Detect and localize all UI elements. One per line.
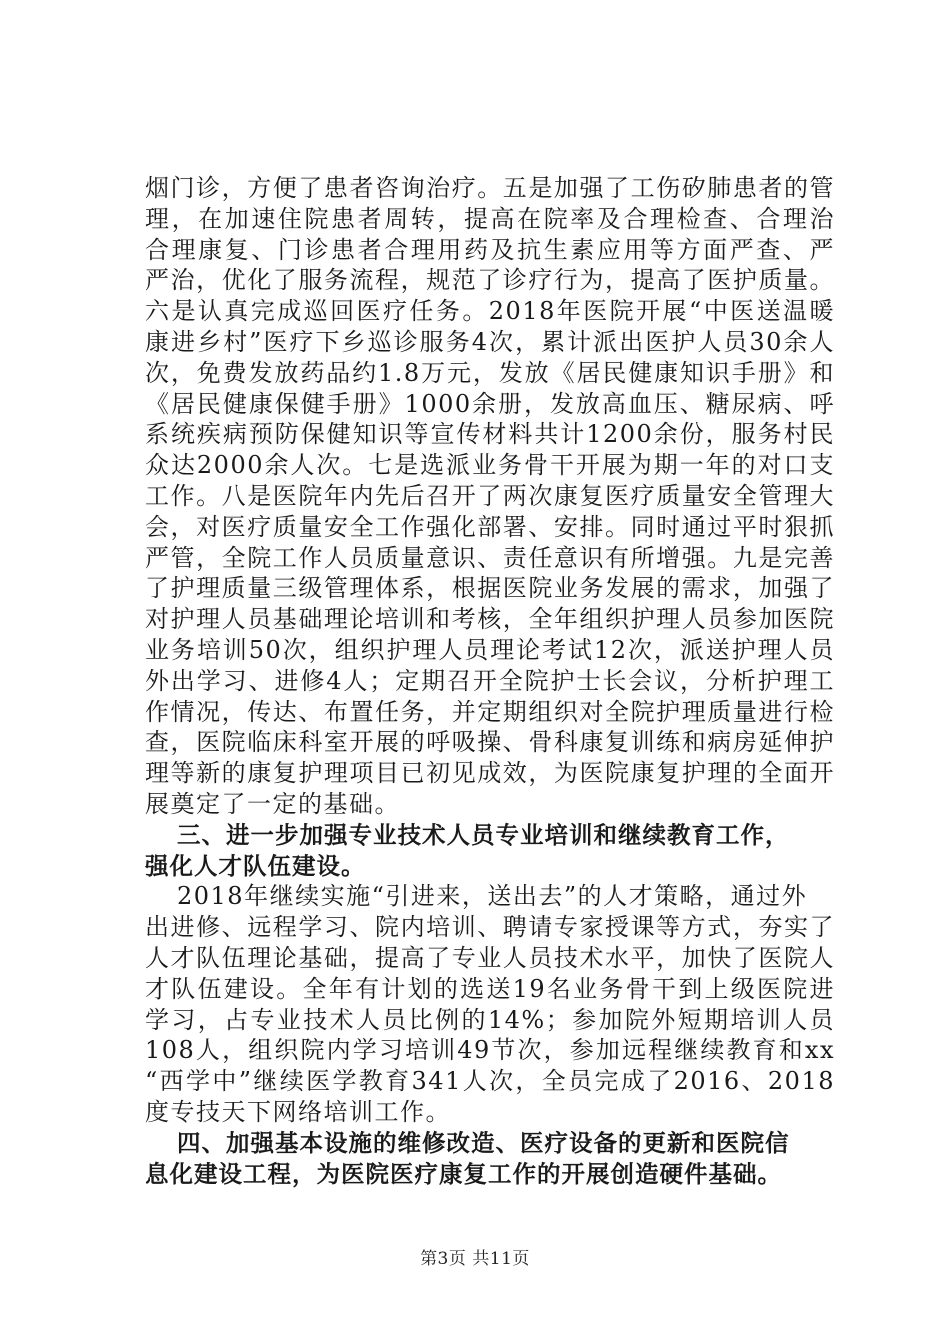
text-line: 次，免费发放药品约1.8万元，发放《居民健康知识手册》和 <box>145 358 835 387</box>
text-line: 展奠定了一定的基础。 <box>145 789 400 818</box>
text-line: 工作。八是医院年内先后召开了两次康复医疗质量安全管理大 <box>145 481 835 510</box>
document-body <box>145 173 835 1189</box>
text-line: 合理康复、门诊患者合理用药及抗生素应用等方面严查、严 <box>145 235 835 264</box>
text-line: 康进乡村”医疗下乡巡诊服务4次，累计派出医护人员30余人 <box>145 327 835 356</box>
page-number-footer: 第3页 共11页 <box>420 1249 530 1269</box>
text-line: 《居民健康保健手册》1000余册，发放高血压、糖尿病、呼 <box>145 389 835 418</box>
text-line: 学习，占专业技术人员比例的14%；参加院外短期培训人员 <box>145 1005 835 1034</box>
text-line: 业务培训50次，组织护理人员理论考试12次，派送护理人员 <box>145 635 835 664</box>
text-line: 系统疾病预防保健知识等宣传材料共计1200余份，服务村民 <box>145 420 835 449</box>
text-line: 人才队伍理论基础，提高了专业人员技术水平，加快了医院人 <box>145 943 835 972</box>
text-line: 作情况，传达、布置任务，并定期组织对全院护理质量进行检 <box>145 697 835 726</box>
text-line: “西学中”继续医学教育341人次，全员完成了2016、2018 <box>145 1067 835 1096</box>
text-line: 会，对医疗质量安全工作强化部署、安排。同时通过平时狠抓 <box>145 512 835 541</box>
text-line: 度专技天下网络培训工作。 <box>145 1097 451 1126</box>
heading-line: 息化建设工程，为医院医疗康复工作的开展创造硬件基础。 <box>145 1159 782 1188</box>
heading-line: 四、加强基本设施的维修改造、医疗设备的更新和医院信 <box>177 1128 790 1157</box>
text-line: 严治，优化了服务流程，规范了诊疗行为，提高了医护质量。 <box>145 266 835 295</box>
heading-line: 强化人才队伍建设。 <box>145 851 366 880</box>
text-line: 108人，组织院内学习培训49节次，参加远程继续教育和xx <box>145 1036 835 1065</box>
text-line: 2018年继续实施“引进来，送出去”的人才策略，通过外 <box>177 882 808 911</box>
text-line: 对护理人员基础理论培训和考核，全年组织护理人员参加医院 <box>145 605 835 634</box>
section-heading-3 <box>145 820 835 882</box>
text-line: 才队伍建设。全年有计划的选送19名业务骨干到上级医院进 <box>145 974 835 1003</box>
section-heading-4 <box>145 1128 835 1190</box>
heading-line: 三、进一步加强专业技术人员专业培训和继续教育工作， <box>177 820 790 849</box>
text-line: 六是认真完成巡回医疗任务。2018年医院开展“中医送温暖 <box>145 297 835 326</box>
text-line: 查，医院临床科室开展的呼吸操、骨科康复训练和病房延伸护 <box>145 728 835 757</box>
paragraph-talent-training <box>145 881 835 1127</box>
text-line: 了护理质量三级管理体系，根据医院业务发展的需求，加强了 <box>145 574 835 603</box>
text-line: 严管，全院工作人员质量意识、责任意识有所增强。九是完善 <box>145 543 835 572</box>
text-line: 外出学习、进修4人；定期召开全院护士长会议，分析护理工 <box>145 666 835 695</box>
text-line: 众达2000余人次。七是选派业务骨干开展为期一年的对口支 <box>145 451 835 480</box>
text-line: 出进修、远程学习、院内培训、聘请专家授课等方式，夯实了 <box>145 913 835 942</box>
text-line: 理，在加速住院患者周转，提高在院率及合理检查、合理治 <box>145 204 835 233</box>
text-line: 烟门诊，方便了患者咨询治疗。五是加强了工伤矽肺患者的管 <box>145 174 835 202</box>
paragraph-continued <box>145 173 835 820</box>
text-line: 理等新的康复护理项目已初见成效，为医院康复护理的全面开 <box>145 759 835 788</box>
